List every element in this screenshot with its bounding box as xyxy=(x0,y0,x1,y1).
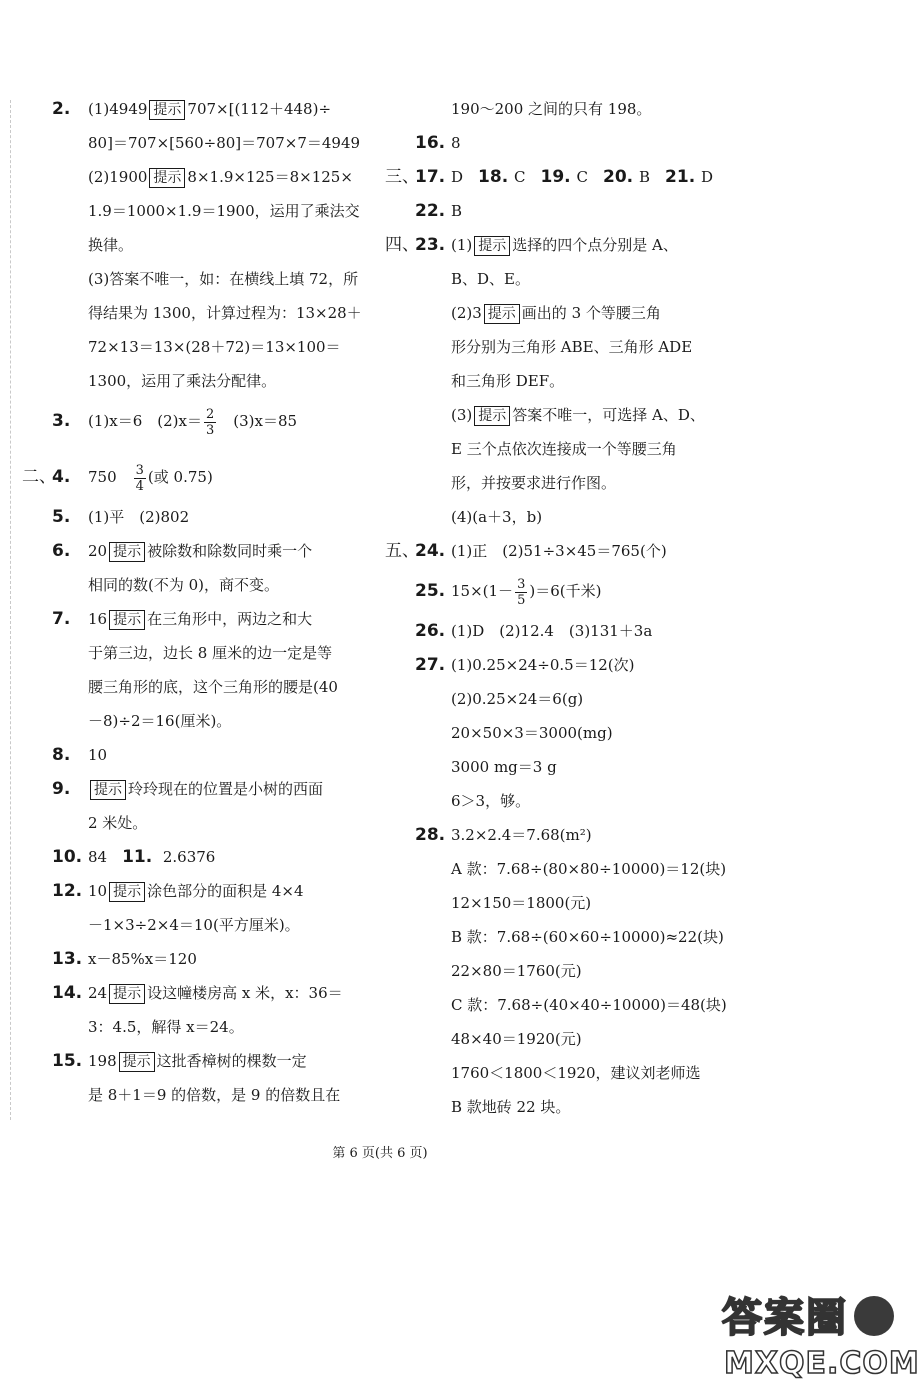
hint-box: 提示 xyxy=(109,882,145,902)
answer-line xyxy=(385,228,730,262)
answer-text: －8)÷2＝16(厘米)。 xyxy=(88,712,232,730)
answer-line xyxy=(22,908,372,942)
answer-text: (1)正 (2)51÷3×45＝765(个) xyxy=(451,542,667,560)
answer-text: 3：4.5，解得 x＝24。 xyxy=(88,1018,244,1036)
hint-box: 提示 xyxy=(119,1052,155,1072)
answer-text: (2)0.25×24＝6(g) xyxy=(451,690,584,708)
answer-text: B xyxy=(639,168,666,186)
answer-line xyxy=(385,296,730,330)
answer-line xyxy=(22,262,372,296)
question-number: 26. xyxy=(415,621,446,641)
answer-line xyxy=(385,784,730,818)
question-number: 10. xyxy=(52,847,83,867)
answer-line xyxy=(385,330,730,364)
answer-line xyxy=(385,988,730,1022)
fraction-denominator: 3 xyxy=(205,422,215,438)
answer-text: (1) xyxy=(451,236,473,254)
answer-text: B、D、E。 xyxy=(451,270,530,288)
answer-line xyxy=(22,398,372,444)
answer-line xyxy=(22,568,372,602)
answer-text: 形，并按要求进行作图。 xyxy=(451,474,617,492)
answer-line xyxy=(22,364,372,398)
hint-box: 提示 xyxy=(109,542,145,562)
question-number: 3. xyxy=(52,411,71,431)
answer-line xyxy=(22,976,372,1010)
answer-text: －1×3÷2×4＝10(平方厘米)。 xyxy=(88,916,300,934)
question-number: 13. xyxy=(52,949,83,969)
answer-line xyxy=(22,160,372,194)
answer-text: 16 xyxy=(88,610,108,628)
answer-text: 22×80＝1760(元) xyxy=(451,962,582,980)
answer-text: C 款：7.68÷(40×40÷10000)＝48(块) xyxy=(451,996,727,1014)
answer-line xyxy=(22,1078,372,1112)
question-number: 22. xyxy=(415,201,446,221)
page-footer: 第 6 页(共 6 页) xyxy=(332,1146,428,1161)
answer-text: 这批香樟树的棵数一定 xyxy=(156,1052,307,1070)
answer-text: 1760＜1800＜1920，建议刘老师选 xyxy=(451,1064,701,1082)
answer-line xyxy=(22,670,372,704)
answer-text: 10 xyxy=(88,882,108,900)
answer-text: 得结果为 1300，计算过程为：13×28＋ xyxy=(88,304,362,322)
question-number: 7. xyxy=(52,609,71,629)
site-watermark xyxy=(722,1290,920,1382)
question-number: 9. xyxy=(52,779,71,799)
answer-text: (3) xyxy=(451,406,473,424)
question-number: 11. xyxy=(122,847,153,867)
hint-box: 提示 xyxy=(109,984,145,1004)
fraction xyxy=(134,463,146,494)
answer-line xyxy=(385,1056,730,1090)
watermark-top-text: 答案圈 xyxy=(722,1295,848,1341)
answer-line xyxy=(22,194,372,228)
answer-line xyxy=(385,750,730,784)
answer-text: 相同的数(不为 0)，商不变。 xyxy=(88,576,280,594)
question-number: 6. xyxy=(52,541,71,561)
watermark-bottom-text: MXQE.COM xyxy=(724,1346,920,1381)
right-column xyxy=(385,92,730,1124)
answer-line xyxy=(385,1090,730,1124)
answer-line xyxy=(22,1010,372,1044)
answer-text: 198 xyxy=(88,1052,117,1070)
answer-line xyxy=(385,432,730,466)
answer-line xyxy=(385,398,730,432)
answer-line xyxy=(22,1044,372,1078)
answer-line xyxy=(22,454,372,500)
question-number: 23. xyxy=(415,235,446,255)
answer-text: C xyxy=(514,168,541,186)
answer-line xyxy=(385,466,730,500)
answer-text: 84 xyxy=(88,848,123,866)
fraction-denominator: 4 xyxy=(135,478,144,494)
answer-text: 10 xyxy=(88,746,108,764)
question-number: 19. xyxy=(540,167,571,187)
question-number: 5. xyxy=(52,507,71,527)
fraction-numerator: 3 xyxy=(135,462,144,478)
answer-line xyxy=(22,874,372,908)
answer-text: D xyxy=(701,168,714,186)
answer-text: 玲玲现在的位置是小树的西面 xyxy=(128,780,324,798)
answer-text: C xyxy=(576,168,603,186)
answer-text: (2)3 xyxy=(451,304,482,322)
answer-text: 72×13＝13×(28＋72)＝13×100＝ xyxy=(88,338,341,356)
answer-text: (1)0.25×24÷0.5＝12(次) xyxy=(451,656,635,674)
hint-box: 提示 xyxy=(484,304,520,324)
question-number: 27. xyxy=(415,655,446,675)
answer-text: (1)x＝6 (2)x＝ xyxy=(88,412,202,430)
answer-line xyxy=(22,92,372,126)
question-number: 4. xyxy=(52,467,71,487)
fraction xyxy=(515,577,527,608)
answer-line xyxy=(22,704,372,738)
answer-line xyxy=(385,126,730,160)
answer-line xyxy=(22,772,372,806)
answer-line xyxy=(385,852,730,886)
section-number: 五、 xyxy=(385,541,419,561)
answer-text: 1300，运用了乘法分配律。 xyxy=(88,372,277,390)
answer-line xyxy=(385,886,730,920)
answer-text: (3)x＝85 xyxy=(218,412,298,430)
answer-line xyxy=(385,716,730,750)
hint-box: 提示 xyxy=(474,406,510,426)
answer-line xyxy=(385,194,730,228)
answer-line xyxy=(22,806,372,840)
binding-margin-line xyxy=(10,100,11,1120)
answer-line xyxy=(22,330,372,364)
answer-text: 48×40＝1920(元) xyxy=(451,1030,582,1048)
answer-text: 1.9＝1000×1.9＝1900，运用了乘法交 xyxy=(88,202,360,220)
section-number: 三、 xyxy=(385,167,419,187)
answer-line xyxy=(385,568,730,614)
answer-text: E 三个点依次连接成一个等腰三角 xyxy=(451,440,677,458)
question-number: 14. xyxy=(52,983,83,1003)
answer-text: x－85%x＝120 xyxy=(88,950,197,968)
answer-text: 被除数和除数同时乘一个 xyxy=(147,542,313,560)
answer-text: 20×50×3＝3000(mg) xyxy=(451,724,613,742)
answer-text: (3)答案不唯一，如：在横线上填 72，所 xyxy=(88,270,359,288)
answer-text: 设这幢楼房高 x 米，x：36＝ xyxy=(147,984,343,1002)
answer-line xyxy=(22,738,372,772)
answer-text: (1)D (2)12.4 (3)131＋3a xyxy=(451,622,653,640)
answer-line xyxy=(22,126,372,160)
answer-text: (1)4949 xyxy=(88,100,148,118)
answer-text: 画出的 3 个等腰三角 xyxy=(521,304,661,322)
fraction-numerator: 3 xyxy=(517,576,526,592)
answer-line xyxy=(22,942,372,976)
question-number: 18. xyxy=(478,167,509,187)
answer-line xyxy=(385,262,730,296)
question-number: 12. xyxy=(52,881,83,901)
answer-text: B 款地砖 22 块。 xyxy=(451,1098,571,1116)
hint-box: 提示 xyxy=(109,610,145,630)
answer-line xyxy=(385,920,730,954)
answer-text: (2)1900 xyxy=(88,168,148,186)
answer-line xyxy=(22,636,372,670)
answer-line xyxy=(385,1022,730,1056)
answer-text: 形分别为三角形 ABE、三角形 ADE xyxy=(451,338,693,356)
answer-text: 换律。 xyxy=(88,236,134,254)
answer-text: 15×(1－ xyxy=(451,582,514,600)
answer-text: 8×1.9×125＝8×125× xyxy=(187,168,353,186)
answer-text: 24 xyxy=(88,984,108,1002)
answer-line xyxy=(385,648,730,682)
question-number: 24. xyxy=(415,541,446,561)
answer-text: 80]＝707×[560÷80]＝707×7＝4949 xyxy=(88,134,361,152)
hint-box: 提示 xyxy=(149,168,185,188)
answer-line xyxy=(385,364,730,398)
answer-text: 于第三边，边长 8 厘米的边一定是等 xyxy=(88,644,333,662)
answer-text: 腰三角形的底，这个三角形的腰是(40 xyxy=(88,678,338,696)
answer-line xyxy=(385,682,730,716)
section-number: 二、 xyxy=(22,467,56,487)
question-number: 28. xyxy=(415,825,446,845)
question-number: 21. xyxy=(665,167,696,187)
answer-text: 190～200 之间的只有 198。 xyxy=(451,100,652,118)
fraction-denominator: 5 xyxy=(517,592,526,608)
question-number: 8. xyxy=(52,745,71,765)
fraction-numerator: 2 xyxy=(205,406,215,422)
answer-text: 707×[(112＋448)÷ xyxy=(187,100,332,118)
answer-line xyxy=(22,228,372,262)
answer-text: (1)平 (2)802 xyxy=(88,508,190,526)
answer-line xyxy=(385,500,730,534)
fraction xyxy=(204,407,216,438)
answer-text: 20 xyxy=(88,542,108,560)
answer-text: 在三角形中，两边之和大 xyxy=(147,610,313,628)
answer-line xyxy=(22,500,372,534)
question-number: 16. xyxy=(415,133,446,153)
answer-text: 2.6376 xyxy=(158,848,216,866)
answer-text: B 款：7.68÷(60×60÷10000)≈22(块) xyxy=(451,928,724,946)
question-number: 20. xyxy=(603,167,634,187)
answer-line xyxy=(22,602,372,636)
answer-text: 3.2×2.4＝7.68(m²) xyxy=(451,826,592,844)
question-number: 25. xyxy=(415,581,446,601)
answer-line xyxy=(385,954,730,988)
answer-text: 选择的四个点分别是 A、 xyxy=(512,236,678,254)
answer-text: (4)(a＋3，b) xyxy=(451,508,543,526)
answer-text: 6＞3，够。 xyxy=(451,792,531,810)
answer-line xyxy=(385,534,730,568)
section-number: 四、 xyxy=(385,235,419,255)
answer-line xyxy=(22,296,372,330)
hint-box: 提示 xyxy=(90,780,126,800)
answer-text: 8 xyxy=(451,134,461,152)
question-number: 17. xyxy=(415,167,446,187)
answer-line xyxy=(22,534,372,568)
answer-line xyxy=(22,840,372,874)
answer-text: 和三角形 DEF。 xyxy=(451,372,565,390)
hint-box: 提示 xyxy=(474,236,510,256)
answer-text: )＝6(千米) xyxy=(529,582,602,600)
answer-text: 答案不唯一，可选择 A、D、 xyxy=(512,406,705,424)
answer-text: 750 xyxy=(88,468,132,486)
answer-text: 3000 mg＝3 g xyxy=(451,758,557,776)
answer-line xyxy=(385,614,730,648)
answer-text: 是 8＋1＝9 的倍数，是 9 的倍数且在 xyxy=(88,1086,341,1104)
answer-text: B xyxy=(451,202,463,220)
answer-text: 2 米处。 xyxy=(88,814,148,832)
answer-text: D xyxy=(451,168,479,186)
answer-text: 12×150＝1800(元) xyxy=(451,894,592,912)
question-number: 2. xyxy=(52,99,71,119)
answer-line xyxy=(385,818,730,852)
hint-box: 提示 xyxy=(149,100,185,120)
question-number: 15. xyxy=(52,1051,83,1071)
answer-line xyxy=(385,160,730,194)
answer-line xyxy=(385,92,730,126)
answer-text: (或 0.75) xyxy=(147,468,213,486)
left-column xyxy=(22,92,372,1112)
answer-text: 涂色部分的面积是 4×4 xyxy=(147,882,304,900)
answer-text: A 款：7.68÷(80×80÷10000)＝12(块) xyxy=(451,860,727,878)
